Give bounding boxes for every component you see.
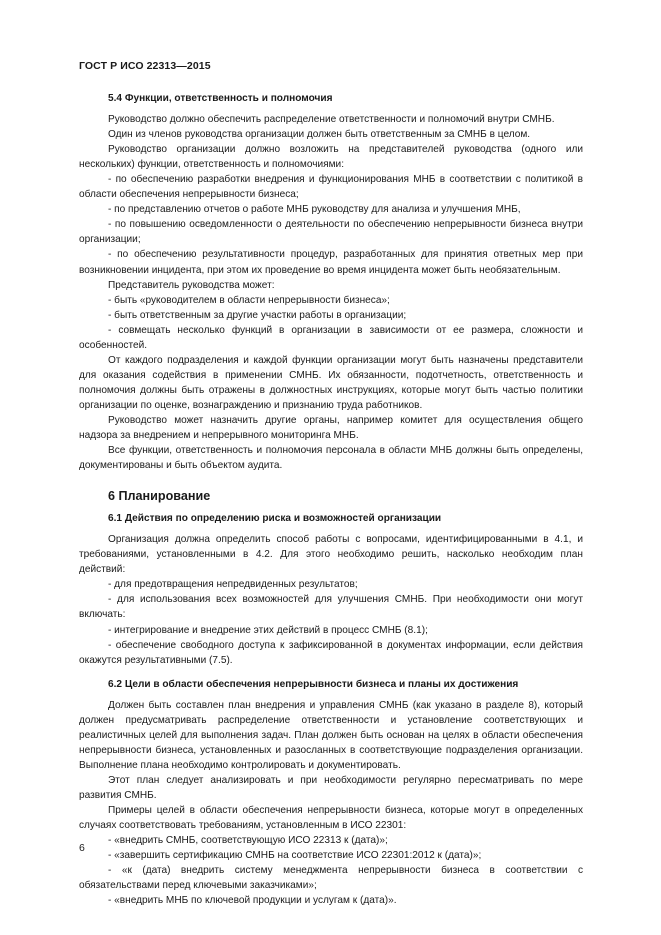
paragraph: Руководство должно обеспечить распределение ответственности и полномочий внутри СМНБ. — [108, 114, 555, 126]
list-item: - по представлению отчетов о работе МНБ руководству для анализа и улучшения МНБ, — [108, 204, 521, 216]
paragraph: Представитель руководства может: — [108, 279, 275, 291]
list-item: - «внедрить МНБ по ключевой продукции и услугам к (дата)». — [108, 895, 397, 907]
list-item: - по повышению осведомленности о деятельности по обеспечению непрерывности бизнеса внутри организации; — [79, 219, 583, 246]
paragraph: Должен быть составлен план внедрения и управления СМНБ (как указано в разделе 8), который должен предусматривать распределение ответственности и установление соответствующих и реалистичных целей для выполнения задач. План должен быть основан на целях в области обеспечения непрерывности бизнеса, установленных и разосланных в соответствующие подразделения организации. Выполнение плана необходимо контролировать и документировать. — [79, 699, 583, 771]
list-item: - быть ответственным за другие участки работы в организации; — [108, 309, 407, 321]
standard-header: ГОСТ Р ИСО 22313—2015 — [79, 60, 211, 72]
list-item: - для предотвращения непредвиденных результатов; — [108, 579, 358, 591]
list-item: - «к (дата) внедрить систему менеджмента непрерывности бизнеса в соответствии с обязательствами перед ключевыми заказчиками»; — [79, 865, 583, 892]
list-item: - «внедрить СМНБ, соответствующую ИСО 22313 к (дата)»; — [108, 835, 388, 847]
paragraph: Примеры целей в области обеспечения непрерывности бизнеса, которые могут в определенных случаях соответствовать требованиям, установленным в ИСО 22301: — [79, 805, 583, 832]
list-item: - интегрирование и внедрение этих действий в процесс СМНБ (8.1); — [108, 624, 428, 636]
list-item: - по обеспечению разработки внедрения и функционирования МНБ в соответствии с политикой в области обеспечения непрерывности бизнеса; — [79, 174, 583, 201]
list-item: - быть «руководителем в области непрерывности бизнеса»; — [108, 294, 390, 306]
list-item: - «завершить сертификацию СМНБ на соответствие ИСО 22301:2012 к (дата)»; — [108, 850, 482, 862]
list-item: - для использования всех возможностей для улучшения СМНБ. При необходимости они могут включать: — [79, 594, 583, 621]
section-6-1-heading: 6.1 Действия по определению риска и возможностей организации — [108, 513, 442, 525]
paragraph: Этот план следует анализировать и при необходимости регулярно пересматривать по мере развития СМНБ. — [79, 774, 583, 801]
paragraph: От каждого подразделения и каждой функции организации могут быть назначены представители для оказания содействия в применении СМНБ. Их обязанности, подотчетность, ответственность и полномочия должны быть отражены в должностных инструкциях, которые могут быть частью политики организации по оценке, вознаграждению и признанию труда работников. — [79, 354, 583, 411]
section-6-2-heading: 6.2 Цели в области обеспечения непрерывности бизнеса и планы их достижения — [108, 678, 519, 690]
paragraph: Руководство организации должно возложить на представителей руководства (одного или нескольких) функции, ответственность и полномочиями: — [79, 144, 583, 171]
paragraph: Все функции, ответственность и полномочия персонала в области МНБ должны быть определены, документированы и быть объектом аудита. — [79, 445, 583, 472]
document-body — [79, 91, 583, 908]
list-item: - совмещать несколько функций в организации в зависимости от ее размера, сложности и особенностей. — [79, 324, 583, 351]
section-5-4-heading: 5.4 Функции, ответственность и полномочия — [108, 93, 333, 104]
section-6-heading: 6 Планирование — [108, 489, 211, 504]
list-item: - обеспечение свободного доступа к зафиксированной в документах информации, если действия окажутся результативными (7.5). — [79, 639, 583, 666]
paragraph: Организация должна определить способ работы с вопросами, идентифицированными в 4.1, и требованиями, установленными в 4.2. Для этого необходимо решить, насколько необходим план действий: — [79, 534, 583, 576]
paragraph: Руководство может назначить другие органы, например комитет для осуществления общего надзора за внедрением и непрерывного мониторинга МНБ. — [79, 414, 583, 442]
paragraph: Один из членов руководства организации должен быть ответственным за СМНБ в целом. — [108, 129, 531, 141]
list-item: - по обеспечению результативности процедур, разработанных для принятия ответных мер при возникновении инцидента, при этом их проведение во время инцидента может быть необязательным. — [79, 249, 583, 276]
page-number: 6 — [79, 842, 85, 854]
